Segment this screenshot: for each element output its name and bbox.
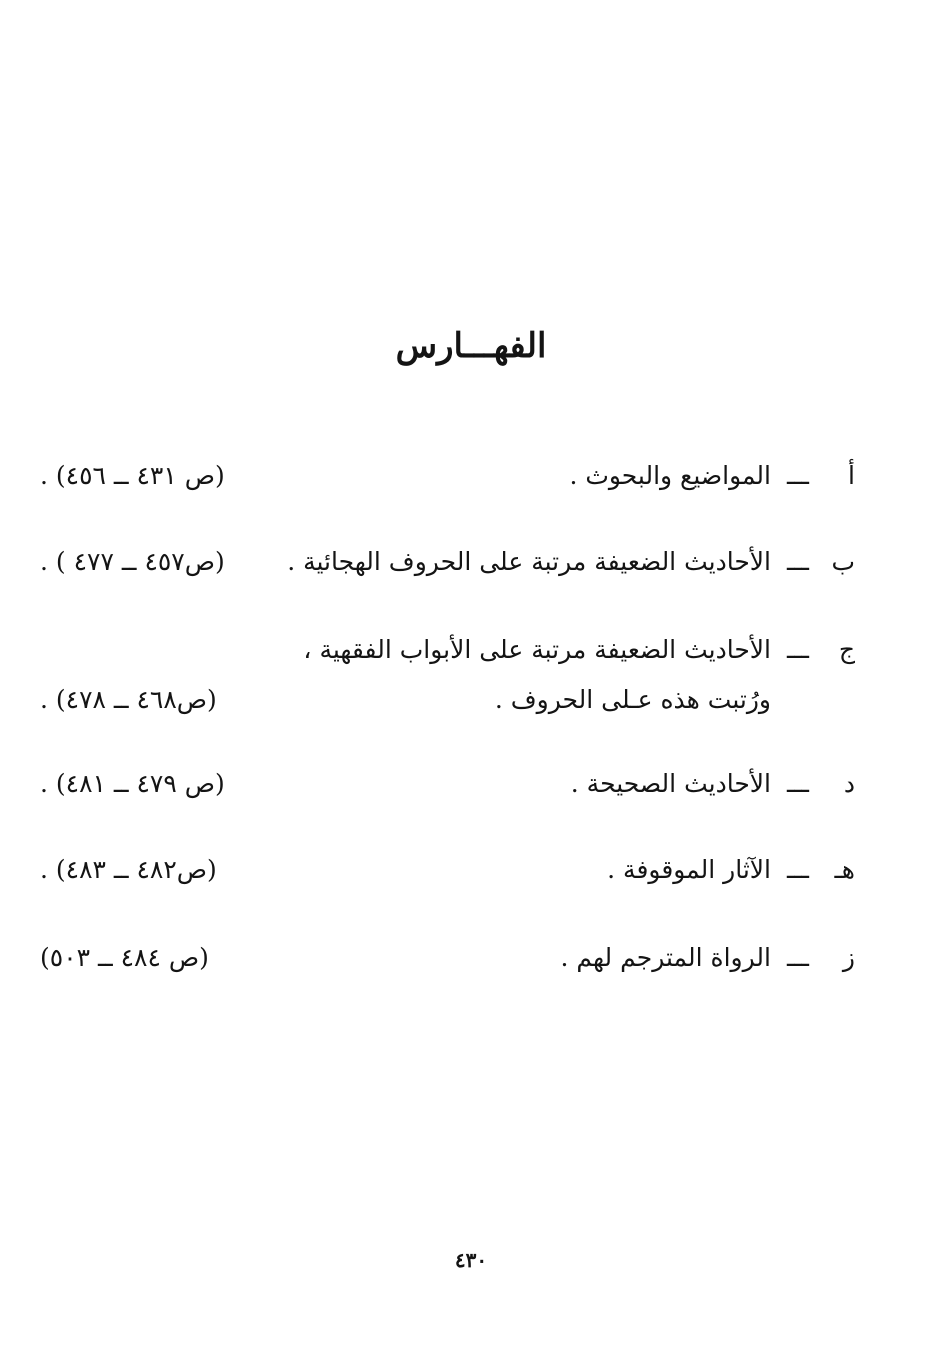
entry-dash: ـــ bbox=[787, 943, 809, 972]
entry-description: المواضيع والبحوث . bbox=[569, 461, 771, 490]
entry-description: الآثار الموقوفة . bbox=[607, 855, 771, 884]
entry-letter: ج bbox=[838, 635, 855, 664]
entry-dash: ـــ bbox=[787, 461, 809, 490]
page-number: ٤٣٠ bbox=[454, 1248, 488, 1272]
entry-description-line2: ورُتبت هذه عـلى الحروف . bbox=[494, 685, 771, 714]
entry-description: الأحاديث الصحيحة . bbox=[570, 769, 771, 798]
entry-letter: ز bbox=[842, 943, 855, 972]
index-entry-b bbox=[40, 542, 855, 588]
entry-dash: ـــ bbox=[787, 855, 809, 884]
entry-page-range: (ص٤٦٨ ــ ٤٧٨) . bbox=[40, 685, 217, 714]
entry-page-range: (ص٤٥٧ ــ ٤٧٧ ) . bbox=[40, 547, 225, 576]
entry-dash: ـــ bbox=[787, 547, 809, 576]
entry-page-range: (ص ٤٨٤ ــ ٥٠٣) bbox=[40, 943, 209, 972]
index-entry-c-continuation bbox=[40, 680, 855, 726]
entry-letter: أ bbox=[848, 461, 855, 490]
entry-letter: ب bbox=[831, 547, 855, 576]
entry-description: الرواة المترجم لهم . bbox=[560, 943, 771, 972]
page-title: الفهـــارس bbox=[395, 326, 547, 366]
entry-letter: هـ bbox=[834, 855, 855, 884]
entry-page-range: (ص٤٨٢ ــ ٤٨٣) . bbox=[40, 855, 217, 884]
entry-page-range: (ص ٤٧٩ ــ ٤٨١) . bbox=[40, 769, 225, 798]
index-entry-d bbox=[40, 764, 855, 810]
entry-description: الأحاديث الضعيفة مرتبة على الحروف الهجائية . bbox=[287, 547, 771, 576]
entry-letter: د bbox=[843, 769, 855, 798]
entry-page-range: (ص ٤٣١ ــ ٤٥٦) . bbox=[40, 461, 225, 490]
entry-dash: ـــ bbox=[787, 635, 809, 664]
entry-dash: ـــ bbox=[787, 769, 809, 798]
entry-description-line1: الأحاديث الضعيفة مرتبة على الأبواب الفقهية ، bbox=[303, 635, 771, 664]
index-entry-z bbox=[40, 938, 855, 984]
index-entry-h bbox=[40, 850, 855, 896]
index-entry-a bbox=[40, 456, 855, 502]
index-entry-c bbox=[40, 630, 855, 676]
